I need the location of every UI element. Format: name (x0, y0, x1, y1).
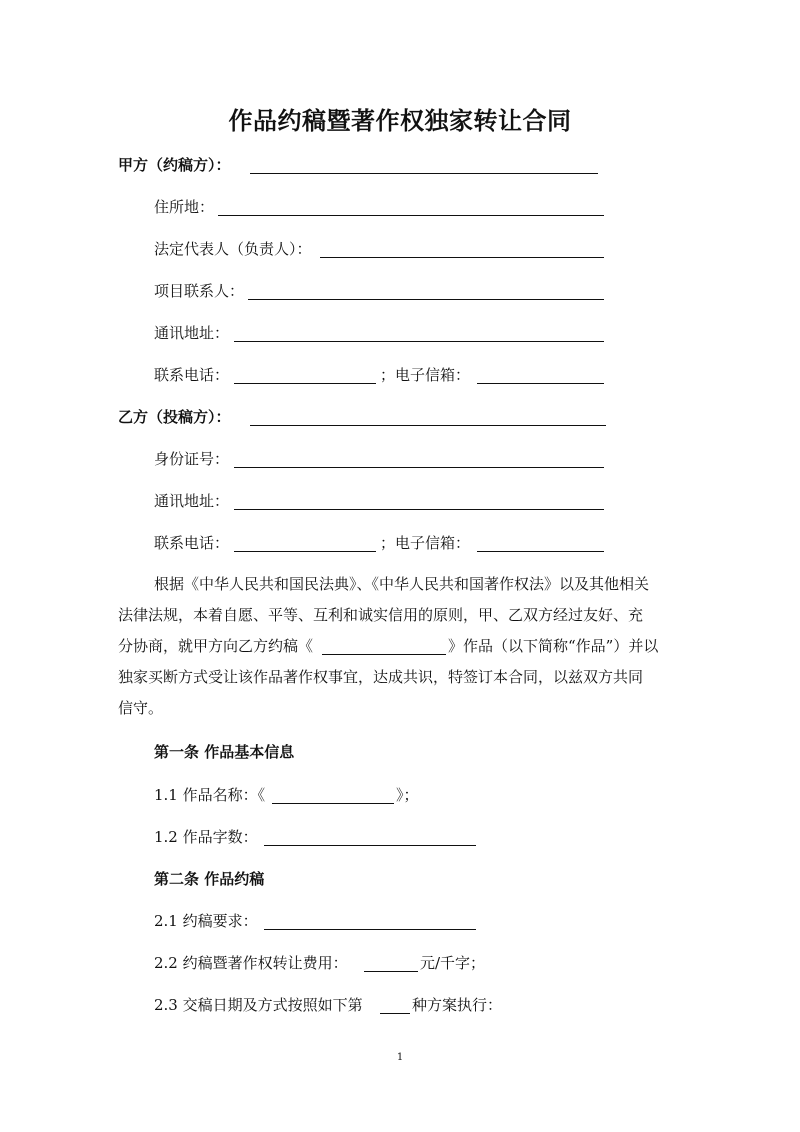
article-1-item-2-label: 1.2 作品字数： (154, 828, 258, 846)
intro-line-5: 信守。 (118, 699, 164, 717)
party-a-legal-rep-label: 法定代表人（负责人）： (154, 240, 312, 258)
article-1-item-1-line (272, 803, 394, 804)
party-a-address-line (218, 215, 604, 216)
article-1-item-2-line (264, 845, 476, 846)
party-b-id-line (234, 467, 604, 468)
party-a-email-line (477, 383, 604, 384)
party-a-label: 甲方（约稿方）： (118, 156, 231, 174)
page-number: 1 (396, 1052, 404, 1063)
party-a-mail-address-line (234, 341, 604, 342)
article-2-title: 第二条 作品约稿 (154, 870, 265, 888)
article-2-item-1-label: 2.1 约稿要求： (154, 912, 258, 930)
work-title-line (322, 654, 446, 655)
party-a-address-label: 住所地： (154, 198, 215, 216)
party-b-phone-label: 联系电话： (154, 534, 230, 552)
party-a-mail-address-label: 通讯地址： (154, 324, 230, 342)
intro-line-3-start: 分协商，就甲方向乙方约稿《 (118, 637, 314, 655)
article-2-item-3-tail: 种方案执行： (412, 996, 503, 1014)
party-b-name-line (250, 425, 606, 426)
article-2-item-3-line (380, 1013, 410, 1014)
intro-line-2: 法律法规，本着自愿、平等、互利和诚实信用的原则，甲、乙双方经过友好、充 (118, 606, 644, 624)
article-1-title: 第一条 作品基本信息 (154, 743, 295, 761)
party-a-contact-line (248, 299, 604, 300)
article-2-item-2-line (364, 971, 418, 972)
intro-line-1: 根据《中华人民共和国民法典》、《中华人民共和国著作权法》以及其他相关 (154, 575, 650, 593)
document-title: 作品约稿暨著作权独家转让合同 (228, 107, 572, 135)
party-a-phone-line (234, 383, 376, 384)
party-b-mail-address-line (234, 509, 604, 510)
party-b-label: 乙方（投稿方）： (118, 408, 231, 426)
party-a-contact-label: 项目联系人： (154, 282, 245, 300)
article-2-item-2-label: 2.2 约稿暨著作权转让费用： (154, 954, 348, 972)
intro-line-4: 独家买断方式受让该作品著作权事宜，达成共识，特签订本合同，以兹双方共同 (118, 668, 644, 686)
party-b-email-label: ；电子信箱： (380, 534, 471, 552)
intro-line-3-end: 》作品（以下简称“作品”）并以 (448, 637, 659, 655)
party-b-id-label: 身份证号： (154, 450, 230, 468)
party-b-email-line (477, 551, 604, 552)
article-1-item-1-tail: 》； (396, 786, 419, 804)
party-a-legal-rep-line (320, 257, 604, 258)
party-a-email-label: ；电子信箱： (380, 366, 471, 384)
party-a-phone-label: 联系电话： (154, 366, 230, 384)
article-2-item-1-line (264, 929, 476, 930)
article-1-item-1-label: 1.1 作品名称：《 (154, 786, 266, 804)
party-b-phone-line (234, 551, 376, 552)
party-b-mail-address-label: 通讯地址： (154, 492, 230, 510)
article-2-item-3-label: 2.3 交稿日期及方式按照如下第 (154, 996, 363, 1014)
article-2-item-2-tail: 元/千字； (420, 954, 486, 972)
party-a-name-line (250, 173, 598, 174)
